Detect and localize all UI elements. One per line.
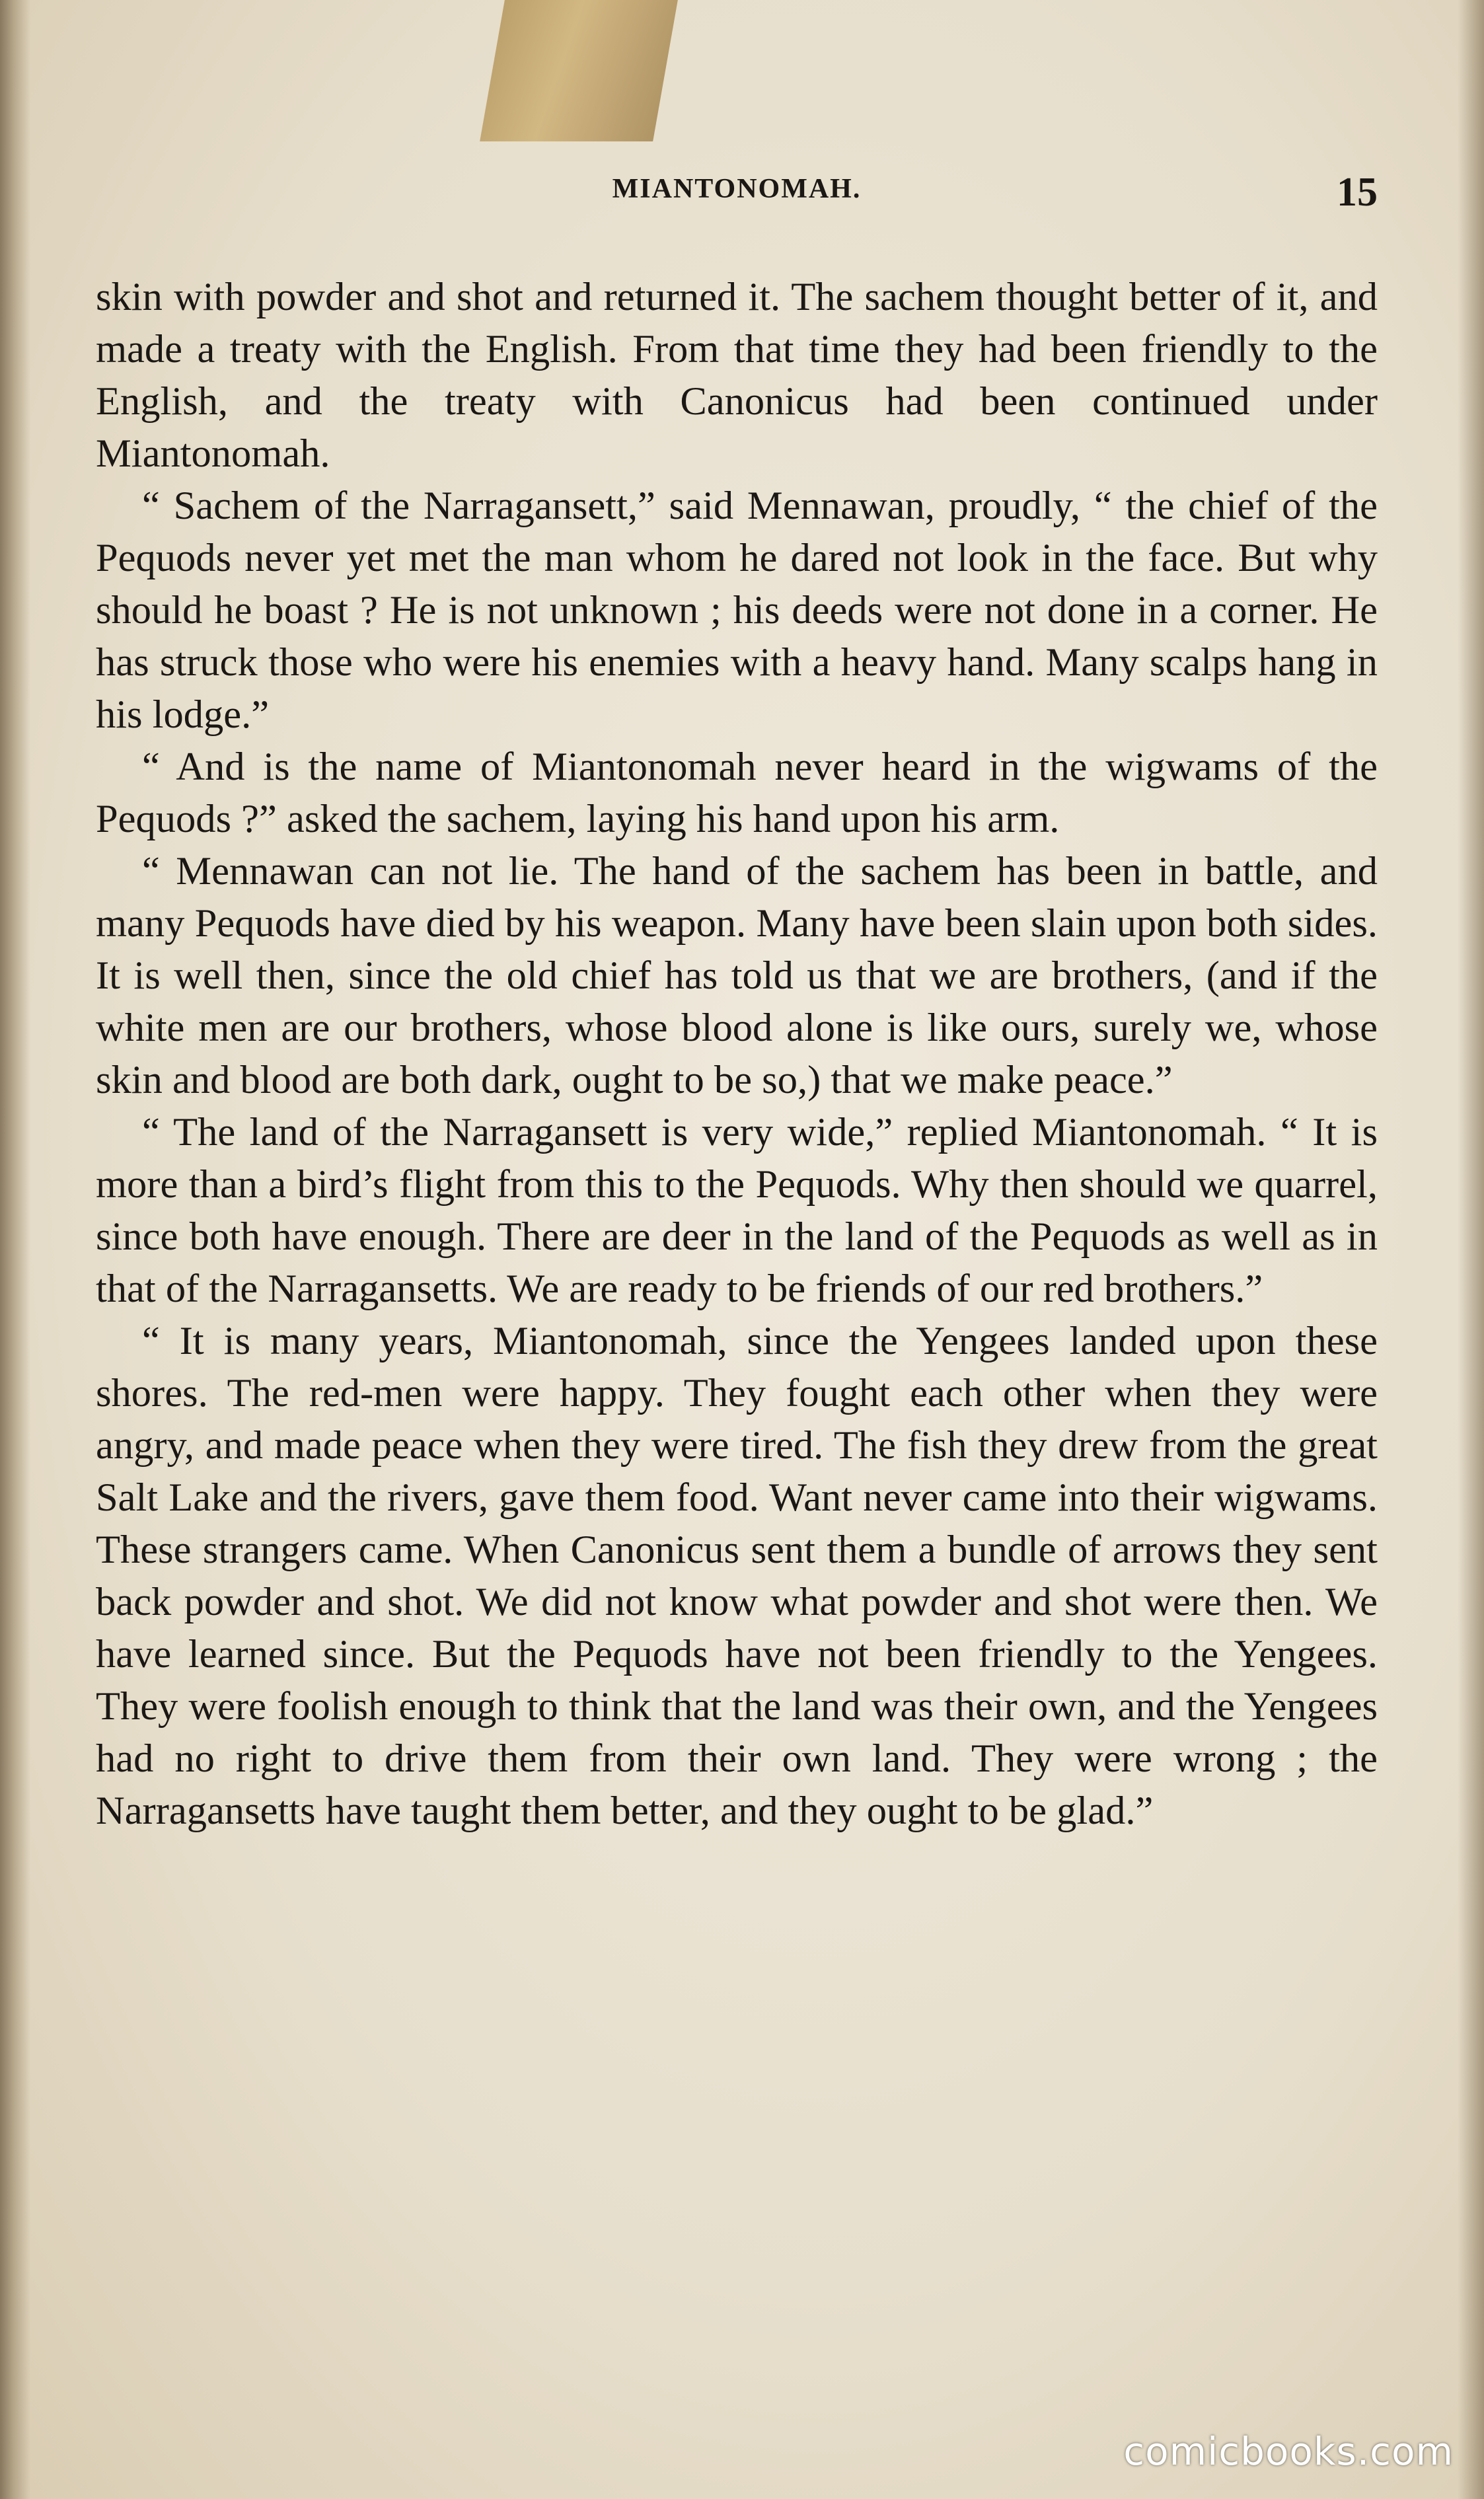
paragraph: “ And is the name of Miantonomah never heard in the wigwams of the Pequods ?” asked the sachem, laying his hand upon his arm. (96, 745, 1378, 841)
tape-strip (480, 0, 678, 141)
watermark: comicbooks.com (1123, 2429, 1454, 2474)
running-head: MIANTONOMAH. (612, 174, 862, 204)
paragraph: “ Mennawan can not lie. The hand of the sachem has been in battle, and many Pequods have died by his weapon. Many have been slain upon both sides. It is well then, since the old chief has told us that we are brothers, (and if the white men are our brothers, whose blood alone is like ours, surely we, whose skin and blood are both dark, ought to be so,) that we make peace.” (96, 849, 1378, 1102)
paragraph: “ It is many years, Miantonomah, since the Yengees landed upon these shores. The red-men were happy. They fought each other when they were angry, and made peace when they were tired. The fish they drew from the great Salt Lake and the rivers, gave them food. Want never came into their wigwams. These strangers came. When Canonicus sent them a bundle of arrows they sent back powder and shot. We did not know what powder and shot were then. We have learned since. But the Pequods have not been friendly to the Yengees. They were foolish enough to think that the land was their own, and the Yengees had no right to drive them from their own land. They were wrong ; the Narragansetts have taught them better, and they ought to be glad.” (96, 1319, 1378, 1833)
paragraph: “ The land of the Narragansett is very wide,” replied Miantonomah. “ It is more than a bird’s flight from this to the Pequods. Why then should we quarrel, since both have enough. There are deer in the land of the Pequods as well as in that of the Narragansetts. We are ready to be friends of our red brothers.” (96, 1110, 1378, 1311)
page-right-edge-shadow (1458, 0, 1484, 2499)
body-text (96, 271, 1378, 1837)
page-number: 15 (1337, 170, 1378, 215)
page-header (96, 170, 1378, 219)
page-left-edge-shadow (0, 0, 30, 2499)
paragraph: “ Sachem of the Narragansett,” said Mennawan, proudly, “ the chief of the Pequods never yet met the man whom he dared not look in the face. But why should he boast ? He is not unknown ; his deeds were not done in a corner. He has struck those who were his enemies with a heavy hand. Many scalps hang in his lodge.” (96, 484, 1378, 737)
paragraph: skin with powder and shot and returned it. The sachem thought better of it, and made a treaty with the English. From that time they had been friendly to the English, and the treaty with Canonicus had been continued under Miantonomah. (96, 275, 1378, 476)
